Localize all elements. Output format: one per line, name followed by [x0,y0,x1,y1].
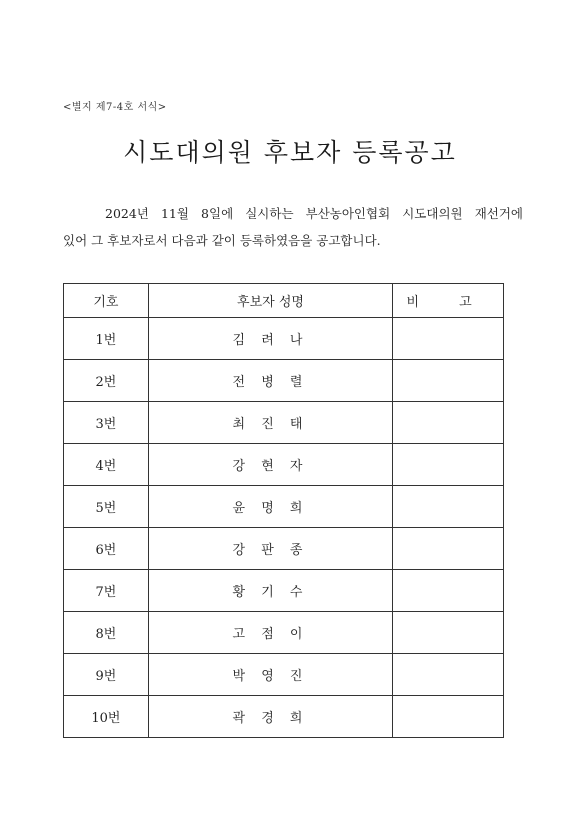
candidate-name: 전 병 렬 [148,360,392,402]
candidate-number: 4번 [64,444,149,486]
candidate-note [393,360,504,402]
candidate-note [393,486,504,528]
table-row [64,570,504,612]
candidate-name: 곽 경 희 [148,696,392,738]
candidate-name: 강 현 자 [148,444,392,486]
candidate-name: 김 려 나 [148,318,392,360]
candidate-name: 최 진 태 [148,402,392,444]
table-header-row [64,284,504,318]
table-row [64,444,504,486]
table-row [64,696,504,738]
candidate-name: 박 영 진 [148,654,392,696]
table-row [64,528,504,570]
candidate-note [393,528,504,570]
candidate-number: 9번 [64,654,149,696]
candidate-name: 고 점 이 [148,612,392,654]
announcement-line-1: 2024년 11월 8일에 실시하는 부산농아인협회 시도대의원 재선거에 [105,206,523,221]
candidate-note [393,654,504,696]
candidate-number: 2번 [64,360,149,402]
table-row [64,486,504,528]
candidate-note [393,696,504,738]
document-title: 시도대의원 후보자 등록공고 [123,138,457,167]
form-number-label: <별지 제7-4호 서식> [63,102,167,113]
header-note: 비 고 [393,284,504,318]
table-row [64,654,504,696]
candidate-table [63,283,504,738]
candidate-number: 5번 [64,486,149,528]
header-number: 기호 [64,284,149,318]
candidate-note [393,444,504,486]
candidate-number: 1번 [64,318,149,360]
announcement-line-2: 있어 그 후보자로서 다음과 같이 등록하였음을 공고합니다. [63,233,381,248]
candidate-name: 강 판 종 [148,528,392,570]
candidate-number: 6번 [64,528,149,570]
candidate-number: 7번 [64,570,149,612]
table-row [64,402,504,444]
candidate-note [393,402,504,444]
announcement-body [63,200,523,254]
candidate-number: 8번 [64,612,149,654]
table-row [64,360,504,402]
candidate-number: 3번 [64,402,149,444]
candidate-note [393,570,504,612]
candidate-note [393,612,504,654]
candidate-name: 황 기 수 [148,570,392,612]
candidate-name: 윤 명 희 [148,486,392,528]
candidate-note [393,318,504,360]
table-row [64,318,504,360]
candidate-number: 10번 [64,696,149,738]
header-candidate-name: 후보자 성명 [148,284,392,318]
table-row [64,612,504,654]
